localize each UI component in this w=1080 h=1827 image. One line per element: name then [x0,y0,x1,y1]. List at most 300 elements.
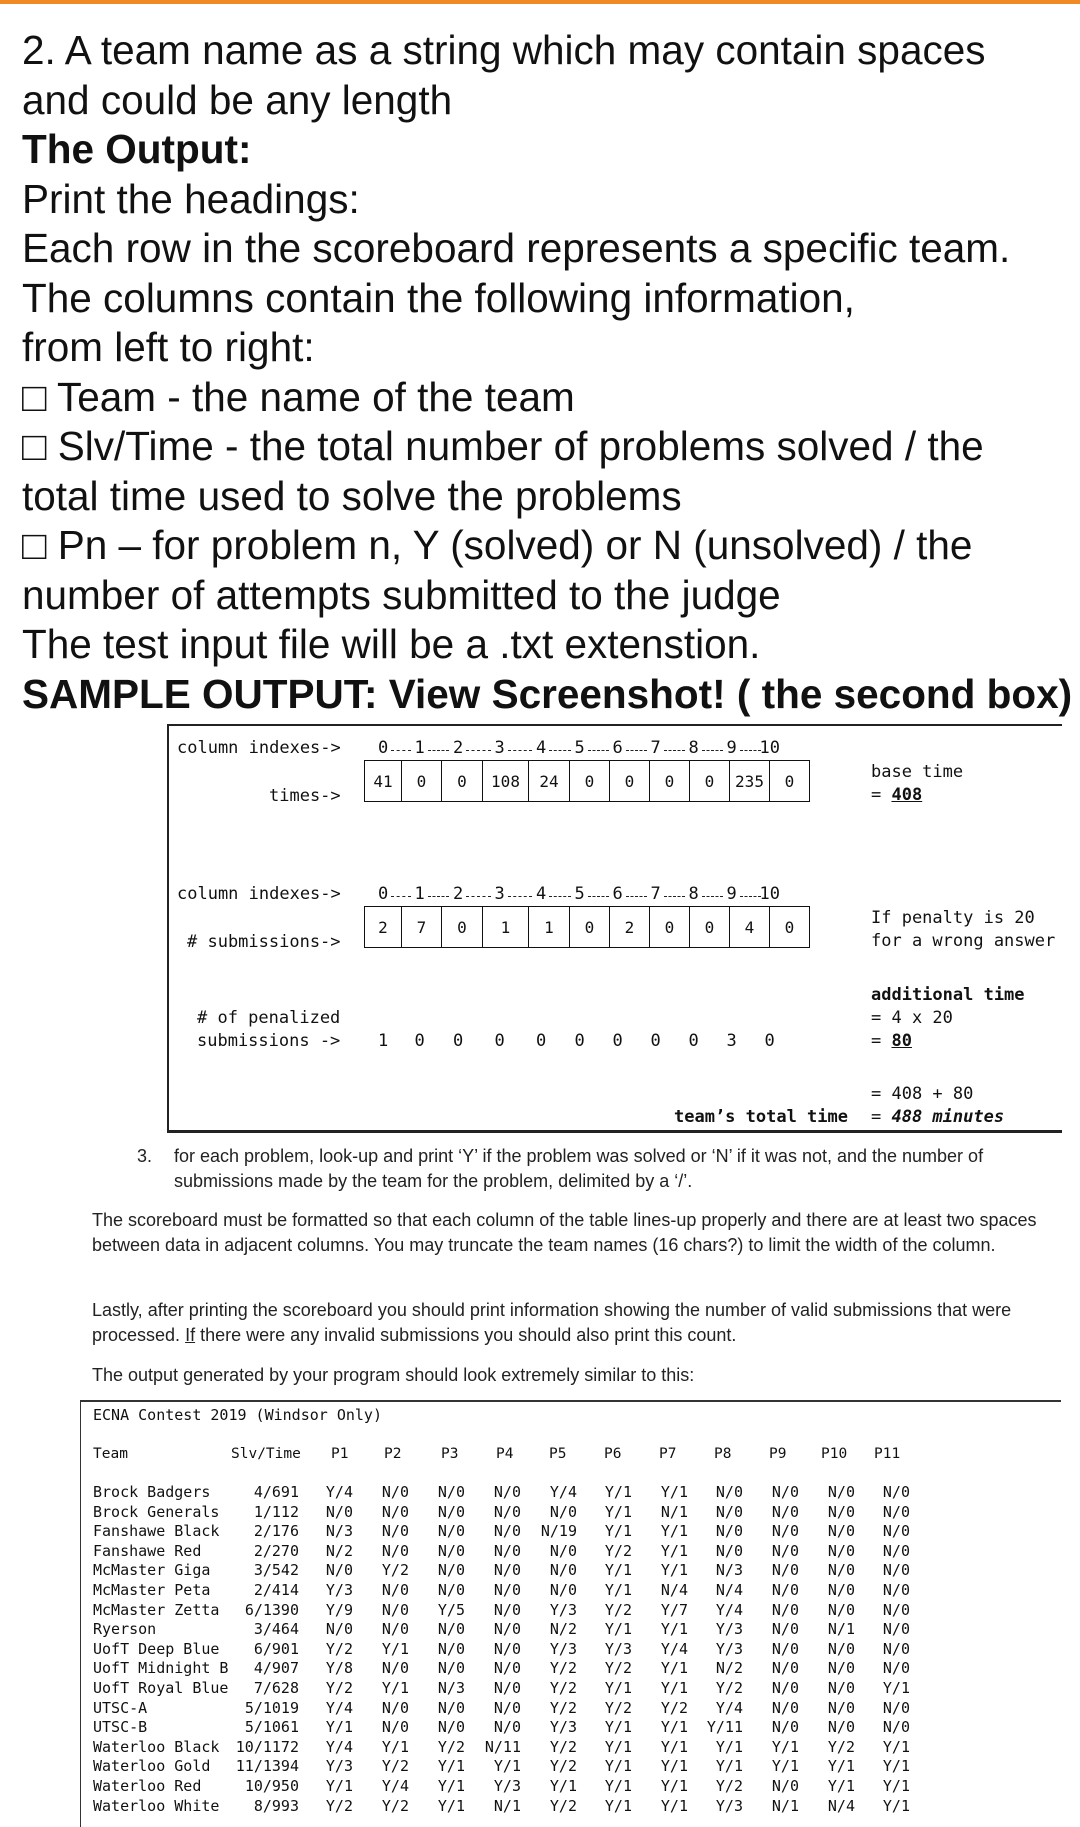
column-header: P1 [331,1446,349,1462]
table-row [81,1601,1061,1621]
penalized-count: 0 [764,1031,775,1051]
table-cell: N/0 [437,1698,465,1717]
intro-line: Each row in the scoreboard represents a specific team. [22,225,1011,271]
table-cell: N/3 [325,1522,353,1541]
table-cell: 2/270 [253,1541,299,1560]
column-header: P8 [714,1446,732,1462]
table-cell: N/0 [771,1483,799,1501]
table-cell: N/4 [660,1581,688,1599]
table-cell: Y/8 [325,1659,353,1678]
table-cell: N/11 [484,1737,521,1756]
table-cell: Y/1 [882,1679,910,1697]
index-tick-dash [702,750,723,751]
column-header: P11 [874,1446,901,1462]
index-tick-dash [588,750,609,751]
index-tick-dash [588,896,609,897]
submission-cell: 0 [649,906,690,948]
table-cell: Y/1 [771,1757,799,1776]
table-cell: N/0 [715,1522,743,1541]
table-cell: N/0 [827,1502,855,1521]
table-cell: Y/3 [715,1796,743,1815]
team-name: UTSC-A [93,1698,148,1717]
penalized-count: 0 [494,1031,505,1051]
column-index: 0 [378,738,389,758]
table-cell: N/0 [882,1620,910,1639]
table-cell: 10/950 [244,1777,299,1795]
table-cell: N/0 [771,1679,799,1697]
team-name: Fanshawe Black [93,1522,220,1541]
table-cell: N/0 [493,1698,521,1717]
table-cell: N/0 [437,1522,465,1541]
table-cell: Y/1 [660,1483,688,1501]
penalized-count: 0 [536,1031,547,1051]
table-cell: Y/1 [660,1620,688,1639]
bullet-slv-time: □ Slv/Time - the total number of problems solved / the [22,423,984,469]
submission-cell: 1 [482,906,529,948]
table-cell: N/0 [381,1620,409,1639]
team-name: Waterloo Gold [93,1757,211,1776]
table-cell: N/0 [771,1620,799,1639]
index-tick-dash [391,750,411,751]
time-cell: 0 [401,760,442,802]
scoreboard-title: ECNA Contest 2019 (Windsor Only) [93,1406,382,1424]
table-cell: Y/1 [604,1777,632,1795]
table-cell: Y/1 [325,1718,353,1737]
table-cell: Y/2 [549,1698,577,1717]
index-tick-dash [508,896,533,897]
table-cell: Y/1 [882,1796,910,1815]
table-cell: Y/3 [549,1639,577,1658]
equals-sign: = [871,785,892,805]
table-cell: N/0 [549,1541,577,1560]
table-cell: N/0 [827,1639,855,1658]
table-cell: N/4 [715,1581,743,1599]
team-name: Brock Badgers [93,1483,211,1501]
table-cell: Y/2 [381,1561,409,1580]
time-cell: 0 [689,760,730,802]
table-cell: Y/3 [325,1581,353,1599]
table-row [81,1659,1061,1679]
time-cell: 0 [649,760,690,802]
table-cell: 4/691 [253,1483,299,1501]
column-index: 3 [494,738,505,758]
table-cell: N/1 [493,1796,521,1815]
step-number: 3. [137,1146,153,1166]
table-cell: Y/2 [660,1698,688,1717]
index-tick-dash [740,896,761,897]
total-sum-line: = 408 + 80 [871,1084,974,1104]
step-text: for each problem, look-up and print ‘Y’ if the problem was solved or ‘N’ if it was not, and the number of submissions made by the team for the problem, delimited by a ‘/’. [174,1146,984,1191]
table-cell: Y/1 [882,1757,910,1776]
intro-line: total time used to solve the problems [22,472,682,519]
lastly-paragraph [92,1298,1062,1347]
table-cell: N/0 [493,1541,521,1560]
column-index: 4 [536,884,547,904]
submission-cell: 0 [689,906,730,948]
table-row [81,1679,1061,1699]
table-cell: 1/112 [253,1502,299,1521]
column-index: 1 [414,738,425,758]
index-tick-dash [626,750,647,751]
table-cell: N/0 [827,1581,855,1599]
table-cell: N/0 [493,1522,521,1541]
penalized-count: 0 [453,1031,464,1051]
table-cell: Y/1 [604,1620,632,1639]
table-cell: N/0 [549,1502,577,1521]
table-cell: 4/907 [253,1659,299,1678]
table-cell: N/0 [827,1483,855,1501]
column-header: P4 [496,1446,514,1462]
column-index: 3 [494,884,505,904]
table-cell: 8/993 [253,1796,299,1815]
table-cell: N/0 [549,1581,577,1599]
table-cell: Y/1 [604,1737,632,1756]
table-cell: Y/4 [715,1600,743,1619]
table-cell: N/0 [771,1698,799,1717]
column-index: 7 [650,738,661,758]
paragraph-text: Lastly, after printing the scoreboard you should print information showing the number of valid submissions that were processed. [92,1300,1012,1345]
team-name: Ryerson [93,1620,157,1639]
submission-cell: 2 [609,906,650,948]
additional-time-value-line [871,1031,912,1051]
table-cell: N/0 [882,1483,910,1501]
team-name: UofT Midnight B [93,1659,229,1678]
sample-output-heading: SAMPLE OUTPUT: View Screenshot! ( the second box) [22,670,1073,717]
table-cell: Y/2 [437,1737,465,1756]
table-cell: Y/1 [325,1777,353,1795]
table-cell: Y/1 [771,1737,799,1756]
table-cell: Y/2 [325,1796,353,1815]
submissions-cells [365,906,810,948]
table-cell: Y/1 [660,1757,688,1776]
table-cell: N/0 [827,1698,855,1717]
times-label: times-> [269,786,341,806]
column-header: Team [93,1446,128,1462]
team-name: McMaster Giga [93,1561,211,1580]
submission-cell: 7 [401,906,442,948]
table-cell: N/0 [827,1679,855,1697]
time-cell: 0 [441,760,483,802]
table-cell: N/0 [771,1541,799,1560]
table-cell: 3/542 [253,1561,299,1580]
table-cell: N/0 [437,1639,465,1658]
table-cell: N/0 [437,1541,465,1560]
table-cell: Y/11 [706,1718,743,1737]
team-name: McMaster Peta [93,1581,211,1599]
table-cell: Y/1 [437,1757,465,1776]
intro-line: The test input file will be a .txt extenstion. [22,621,761,667]
time-cell: 0 [609,760,650,802]
time-calculation-box [167,724,1062,1133]
table-cell: 5/1061 [244,1718,299,1737]
column-indexes-label: column indexes-> [177,884,341,904]
index-tick-dash [428,896,450,897]
table-cell: Y/4 [660,1639,688,1658]
table-cell: N/2 [549,1620,577,1639]
table-cell: N/0 [493,1679,521,1697]
table-cell: 7/628 [253,1679,299,1697]
problem-description [22,26,1072,719]
table-cell: N/0 [381,1659,409,1678]
table-cell: N/0 [882,1698,910,1717]
table-cell: N/0 [827,1522,855,1541]
sample-scoreboard [80,1400,1061,1827]
table-cell: N/0 [771,1777,799,1795]
paragraph-text: there were any invalid submissions you should also print this count. [195,1324,737,1345]
column-index: 8 [688,738,699,758]
table-cell: N/2 [715,1659,743,1678]
table-cell: Y/1 [604,1502,632,1521]
table-cell: N/0 [882,1639,910,1658]
penalized-label: submissions -> [197,1031,341,1051]
table-cell: N/0 [882,1718,910,1737]
table-cell: Y/3 [325,1757,353,1776]
column-index: 5 [574,738,585,758]
table-cell: Y/1 [381,1737,409,1756]
table-cell: N/0 [882,1502,910,1521]
table-cell: N/0 [381,1581,409,1599]
table-cell: Y/1 [493,1757,521,1776]
table-row [81,1718,1061,1738]
column-index: 5 [574,884,585,904]
table-cell: N/1 [827,1620,855,1639]
column-header: P5 [549,1446,567,1462]
table-cell: Y/1 [882,1737,910,1756]
column-index: 10 [759,738,780,758]
time-cell: 0 [569,760,610,802]
column-index: 9 [726,884,737,904]
column-index: 10 [759,884,780,904]
table-row [81,1581,1061,1601]
table-cell: N/0 [325,1502,353,1521]
column-header: P2 [384,1446,402,1462]
paragraph-text: The output generated by your program should look extremely similar to this: [92,1365,695,1385]
table-cell: N/0 [771,1502,799,1521]
table-cell: Y/2 [549,1796,577,1815]
intro-line: from left to right: [22,324,315,370]
table-cell: Y/1 [660,1718,688,1737]
submission-cell: 2 [364,906,402,948]
table-cell: Y/2 [604,1600,632,1619]
table-cell: N/3 [715,1561,743,1580]
table-cell: Y/1 [604,1581,632,1599]
column-index: 8 [688,884,699,904]
table-cell: N/19 [540,1522,577,1541]
table-cell: Y/2 [325,1679,353,1697]
penalized-count: 0 [612,1031,623,1051]
table-cell: N/0 [493,1502,521,1521]
table-cell: Y/1 [604,1796,632,1815]
bullet-pn: □ Pn – for problem n, Y (solved) or N (unsolved) / the [22,522,973,568]
table-cell: N/0 [771,1718,799,1737]
table-cell: N/0 [437,1502,465,1521]
table-row [81,1797,1061,1817]
intro-line: and could be any length [22,76,453,123]
table-cell: N/0 [493,1483,521,1501]
table-cell: Y/2 [381,1796,409,1815]
table-row [81,1757,1061,1777]
table-cell: Y/5 [437,1600,465,1619]
underlined-if: If [185,1324,196,1345]
column-header: P9 [769,1446,787,1462]
column-index: 6 [612,884,623,904]
team-name: Waterloo Black [93,1737,220,1756]
table-cell: N/3 [437,1679,465,1697]
table-cell: N/0 [715,1541,743,1560]
team-name: McMaster Zetta [93,1600,220,1619]
table-cell: N/0 [771,1659,799,1678]
table-row [81,1542,1061,1562]
column-header: P10 [821,1446,848,1462]
table-cell: N/0 [715,1483,743,1501]
table-cell: 11/1394 [235,1757,299,1776]
table-cell: Y/3 [549,1718,577,1737]
index-tick-dash [549,750,571,751]
table-cell: N/1 [771,1796,799,1815]
index-tick-dash [466,750,491,751]
table-cell: 6/901 [253,1639,299,1658]
table-cell: Y/1 [604,1522,632,1541]
penalized-count: 0 [650,1031,661,1051]
table-cell: N/0 [882,1581,910,1599]
table-cell: Y/3 [549,1600,577,1619]
table-cell: N/0 [882,1541,910,1560]
table-cell: 2/176 [253,1522,299,1541]
penalty-note: for a wrong answer [871,931,1056,951]
time-cell: 108 [482,760,529,802]
column-index: 0 [378,884,389,904]
equals-sign: = [871,1031,892,1051]
time-cell: 0 [769,760,810,802]
base-time-value-line [871,785,922,805]
column-indexes-label: column indexes-> [177,738,341,758]
table-cell: N/0 [381,1541,409,1560]
formatting-paragraph [92,1208,1062,1257]
team-name: UofT Royal Blue [93,1679,229,1697]
table-cell: N/0 [771,1561,799,1580]
table-cell: Y/1 [381,1679,409,1697]
base-time-label: base time [871,762,964,782]
column-header: P3 [441,1446,459,1462]
column-index: 9 [726,738,737,758]
table-cell: Y/2 [604,1659,632,1678]
table-cell: N/0 [493,1718,521,1737]
index-tick-dash [664,896,685,897]
table-cell: N/0 [493,1620,521,1639]
table-cell: N/0 [827,1718,855,1737]
table-cell: N/0 [771,1581,799,1599]
penalty-note: If penalty is 20 [871,908,1035,928]
column-index: 4 [536,738,547,758]
table-cell: Y/3 [604,1639,632,1658]
table-cell: 2/414 [253,1581,299,1599]
table-cell: Y/9 [325,1600,353,1619]
intro-line: The columns contain the following information, [22,274,855,321]
table-cell: 10/1172 [235,1737,299,1756]
table-cell: N/0 [381,1698,409,1717]
time-cell: 24 [528,760,570,802]
column-index: 7 [650,884,661,904]
team-name: UofT Deep Blue [93,1639,220,1658]
column-index: 1 [414,884,425,904]
penalized-count: 0 [688,1031,699,1051]
bullet-team: □ Team - the name of the team [22,373,575,420]
table-cell: N/0 [827,1561,855,1580]
output-intro-paragraph [92,1363,1062,1388]
table-row [81,1503,1061,1523]
column-index: 2 [453,738,464,758]
table-cell: N/0 [437,1483,465,1501]
table-cell: Y/2 [715,1777,743,1795]
table-cell: Y/4 [549,1483,577,1501]
table-cell: N/0 [437,1561,465,1580]
index-tick-dash [391,896,411,897]
column-header: P7 [659,1446,677,1462]
table-cell: Y/1 [660,1679,688,1697]
table-cell: Y/2 [381,1757,409,1776]
table-cell: Y/2 [715,1679,743,1697]
top-accent-bar [0,0,1080,4]
table-cell: Y/4 [381,1777,409,1795]
table-cell: N/0 [381,1502,409,1521]
table-cell: N/0 [827,1541,855,1560]
output-heading: The Output: [22,126,252,172]
table-cell: Y/4 [715,1698,743,1717]
time-cell: 41 [364,760,402,802]
table-cell: N/0 [381,1600,409,1619]
table-cell: N/0 [827,1659,855,1678]
table-cell: Y/1 [660,1561,688,1580]
penalized-count: 0 [414,1031,425,1051]
table-cell: Y/1 [437,1796,465,1815]
intro-line: 2. A team name as a string which may contain spaces [22,27,986,73]
times-cells [365,760,810,802]
table-cell: N/1 [660,1502,688,1521]
index-tick-dash [508,750,533,751]
table-cell: N/0 [882,1659,910,1678]
table-cell: Y/1 [604,1679,632,1697]
table-cell: N/0 [882,1522,910,1541]
table-cell: N/0 [437,1581,465,1599]
table-row [81,1522,1061,1542]
table-cell: N/2 [325,1541,353,1560]
table-cell: Y/1 [604,1718,632,1737]
table-cell: N/4 [827,1796,855,1815]
index-tick-dash [664,750,685,751]
table-cell: N/0 [549,1561,577,1580]
table-cell: Y/7 [660,1600,688,1619]
table-cell: Y/1 [660,1737,688,1756]
index-tick-dash [549,896,571,897]
table-row [81,1483,1061,1503]
table-cell: N/0 [437,1659,465,1678]
table-cell: N/0 [493,1561,521,1580]
table-cell: N/0 [437,1718,465,1737]
table-cell: N/0 [437,1620,465,1639]
table-cell: Y/1 [882,1777,910,1795]
paragraph-text: The scoreboard must be formatted so that each column of the table lines-up properly and there are at least two spaces between data in adjacent columns. You may truncate the team names (16 chars?) to limit the width of the column. [92,1210,1037,1255]
penalized-count: 1 [378,1031,389,1051]
table-cell: N/0 [715,1502,743,1521]
table-row [81,1620,1061,1640]
table-cell: Y/2 [604,1698,632,1717]
table-cell: Y/4 [325,1483,353,1501]
column-header: P6 [604,1446,622,1462]
submission-cell: 0 [441,906,483,948]
penalized-count: 0 [574,1031,585,1051]
team-name: UTSC-B [93,1718,148,1737]
table-cell: Y/2 [549,1737,577,1756]
